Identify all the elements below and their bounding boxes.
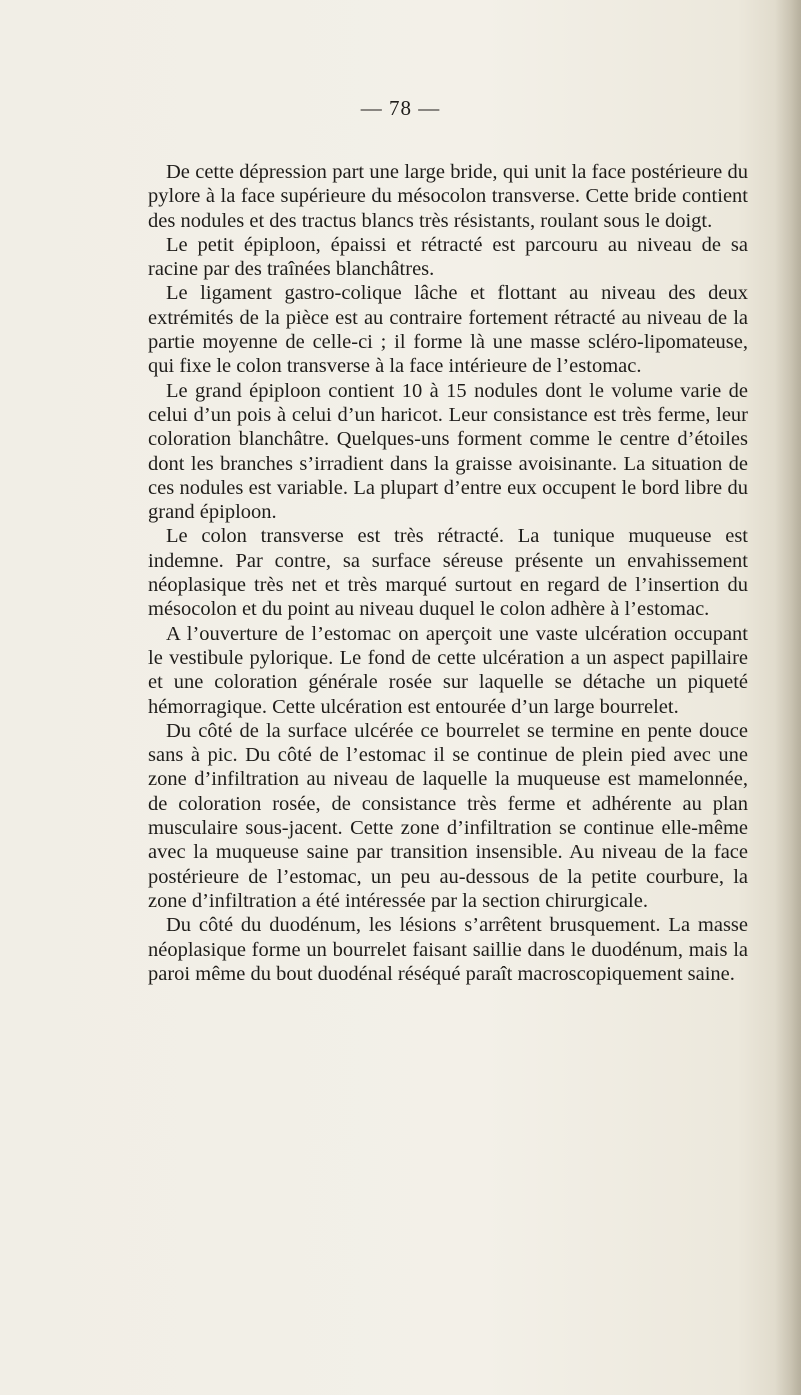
paragraph-ulceration: A l’ouverture de l’estomac on aperçoit une vaste ulcération occupant le vestibule pylorique. Le fond de cette ulcération a un aspect papillaire et une coloration générale rosée sur laquelle se détache un piqueté hémorragique. Cette ulcération est entourée d’un large bourrelet. (148, 622, 748, 718)
page-number: — 78 — (360, 96, 441, 120)
paragraph-colon: Le colon transverse est très rétracté. La tunique muqueuse est indemne. Par contre, sa surface séreuse présente un envahissement néoplasique très net et très marqué surtout en regard de l’insertion du mésocolon et du point au niveau duquel le colon adhère à l’estomac. (148, 525, 748, 621)
paragraph-petit-epiploon: Le petit épiploon, épaissi et rétracté est parcouru au niveau de sa racine par des traînées blanchâtres. (148, 233, 748, 281)
body-text (148, 160, 748, 986)
paragraph-ligament: Le ligament gastro-colique lâche et flottant au niveau des deux extrémités de la pièce est au contraire fortement rétracté au niveau de la partie moyenne de celle-ci ; il forme là une masse scléro-lipomateuse, qui fixe le colon transverse à la face intérieure de l’estomac. (148, 282, 748, 378)
paragraph-duodenum: Du côté du duodénum, les lésions s’arrêtent brusquement. La masse néoplasique forme un bourrelet faisant saillie dans le duodénum, mais la paroi même du bout duodénal réséqué paraît macroscopiquement saine. (148, 914, 748, 985)
paragraph-bride: De cette dépression part une large bride, qui unit la face postérieure du pylore à la face supérieure du mésocolon transverse. Cette bride contient des nodules et des tractus blancs très résistants, roulant sous le doigt. (148, 161, 748, 232)
page-edge-shadow (775, 0, 801, 1395)
paragraph-bourrelet: Du côté de la surface ulcérée ce bourrelet se termine en pente douce sans à pic. Du côté de l’estomac il se continue de plein pied avec une zone d’infiltration au niveau de laquelle la muqueuse est mamelonnée, de coloration rosée, de consistance très ferme et adhérente au plan musculaire sous-jacent. Cette zone d’infiltration se continue elle-même avec la muqueuse saine par transition insensible. Au niveau de la face postérieure de l’estomac, un peu au-dessous de la petite courbure, la zone d’infiltration a été intéressée par la section chirurgicale. (148, 719, 748, 912)
paragraph-grand-epiploon: Le grand épiploon contient 10 à 15 nodules dont le volume varie de celui d’un pois à celui d’un haricot. Leur consistance est très ferme, leur coloration blanchâtre. Quelques-uns forment comme le centre d’étoiles dont les branches s’irradient dans la graisse avoisinante. La situation de ces nodules est variable. La plupart d’entre eux occupent le bord libre du grand épiploon. (148, 379, 748, 524)
